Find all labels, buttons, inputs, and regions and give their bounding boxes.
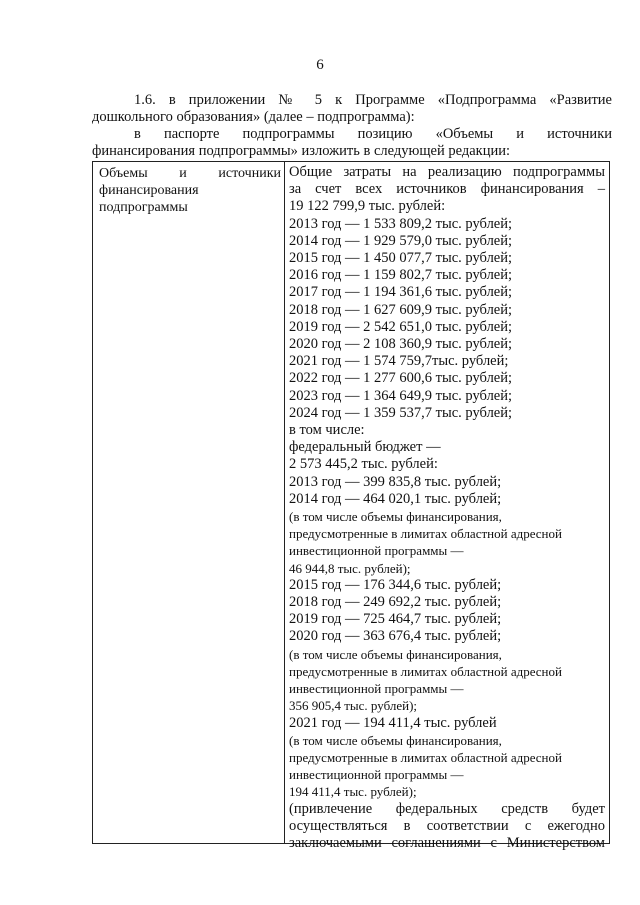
value-line: 2017 год — 1 194 361,6 тыс. рублей; <box>289 284 513 301</box>
intro-p2-line-1: в паспорте подпрограммы позицию «Объемы и источники <box>134 126 612 142</box>
value-word: Министерством <box>506 834 605 851</box>
value-word: осуществляться <box>289 817 388 834</box>
column-divider <box>284 162 285 843</box>
intro-paragraph-1 <box>92 92 612 126</box>
value-line: 2015 год — 176 344,6 тыс. рублей; <box>289 576 502 593</box>
value-line: 2014 год — 464 020,1 тыс. рублей; <box>289 490 502 507</box>
page-number: 6 <box>316 57 324 73</box>
value-line: предусмотренные в лимитах областной адресной <box>289 749 562 765</box>
value-line: 2019 год — 2 542 651,0 тыс. рублей; <box>289 318 513 335</box>
label-line-1 <box>99 165 281 182</box>
value-line: в том числе: <box>289 422 365 439</box>
value-word: заключаемыми <box>289 834 382 851</box>
value-word: всех <box>355 181 383 198</box>
value-line: предусмотренные в лимитах областной адресной <box>289 526 562 542</box>
value-word: ежегодно <box>547 817 605 834</box>
value-line: (в том числе объемы финансирования, <box>289 646 502 662</box>
value-line: инвестиционной программы — <box>289 681 464 697</box>
value-line: 2024 год — 1 359 537,7 тыс. рублей; <box>289 404 513 421</box>
value-line: предусмотренные в лимитах областной адресной <box>289 663 562 679</box>
value-word: финансирования <box>480 181 584 198</box>
label-word-3: источники <box>218 166 281 181</box>
value-line: 2015 год — 1 450 077,7 тыс. рублей; <box>289 250 513 267</box>
value-line <box>289 818 605 835</box>
value-word: федеральных <box>395 800 478 817</box>
value-word: источников <box>396 181 467 198</box>
intro-paragraph-2 <box>92 126 612 160</box>
table-cell-label <box>99 165 281 216</box>
value-line: инвестиционной программы — <box>289 543 464 559</box>
value-word: с <box>490 834 497 851</box>
value-word: соответствии <box>426 817 509 834</box>
value-line: (в том числе объемы финансирования, <box>289 732 502 748</box>
value-word: реализацию <box>427 164 502 180</box>
value-word: в <box>403 817 411 834</box>
label-word-1: Объемы <box>99 166 148 181</box>
value-word: с <box>524 817 532 834</box>
value-line: 2013 год — 399 835,8 тыс. рублей; <box>289 473 502 490</box>
passport-table <box>92 161 610 851</box>
value-line: 46 944,8 тыс. рублей); <box>289 560 411 576</box>
value-line: инвестиционной программы — <box>289 767 464 783</box>
value-line <box>289 181 605 198</box>
value-line: 2016 год — 1 159 802,7 тыс. рублей; <box>289 267 513 284</box>
intro-p1-line-2: дошкольного образования» (далее – подпрограмма): <box>92 109 415 126</box>
value-line: федеральный бюджет — <box>289 439 441 456</box>
label-line-3: подпрограммы <box>99 200 188 215</box>
value-line: 2020 год — 363 676,4 тыс. рублей; <box>289 628 502 645</box>
value-line: 2 573 445,2 тыс. рублей: <box>289 456 438 473</box>
value-word: затраты <box>343 164 392 180</box>
value-line <box>289 801 605 818</box>
label-line-2: финансирования <box>99 183 199 198</box>
value-line: 356 905,4 тыс. рублей); <box>289 698 418 714</box>
value-line: 2022 год — 1 277 600,6 тыс. рублей; <box>289 370 513 387</box>
value-line: 2018 год — 1 627 609,9 тыс. рублей; <box>289 301 513 318</box>
value-word: средств <box>501 800 549 817</box>
value-line: 2021 год — 1 574 759,7тыс. рублей; <box>289 353 509 370</box>
value-line: 2018 год — 249 692,2 тыс. рублей; <box>289 594 502 611</box>
value-line: 2019 год — 725 464,7 тыс. рублей; <box>289 611 502 628</box>
value-word: – <box>597 181 605 198</box>
label-word-2: и <box>179 166 187 181</box>
table-cell-value <box>289 164 605 852</box>
value-line <box>289 164 605 181</box>
value-line: 2020 год — 2 108 360,9 тыс. рублей; <box>289 336 513 353</box>
value-word: соглашениями <box>391 834 481 851</box>
value-word: будет <box>571 800 605 817</box>
value-line: (в том числе объемы финансирования, <box>289 509 502 525</box>
value-line: 194 411,4 тыс. рублей); <box>289 784 417 800</box>
value-line <box>289 835 605 852</box>
value-line: 2023 год — 1 364 649,9 тыс. рублей; <box>289 387 513 404</box>
value-line: 2014 год — 1 929 579,0 тыс. рублей; <box>289 232 513 249</box>
value-word: за <box>289 181 302 198</box>
intro-p1-line-1: 1.6. в приложении № 5 к Программе «Подпрограмма «Развитие <box>134 92 612 108</box>
intro-p2-line-2: финансирования подпрограммы» изложить в следующей редакции: <box>92 143 511 160</box>
value-word: Общие <box>289 164 333 180</box>
value-line: 2013 год — 1 533 809,2 тыс. рублей; <box>289 215 513 232</box>
value-line: 19 122 799,9 тыс. рублей: <box>289 198 446 215</box>
value-line: 2021 год — 194 411,4 тыс. рублей <box>289 714 497 731</box>
value-word: на <box>402 164 417 180</box>
value-word: счет <box>315 181 342 198</box>
value-word: (привлечение <box>289 800 373 817</box>
value-word: подпрограммы <box>513 164 605 180</box>
